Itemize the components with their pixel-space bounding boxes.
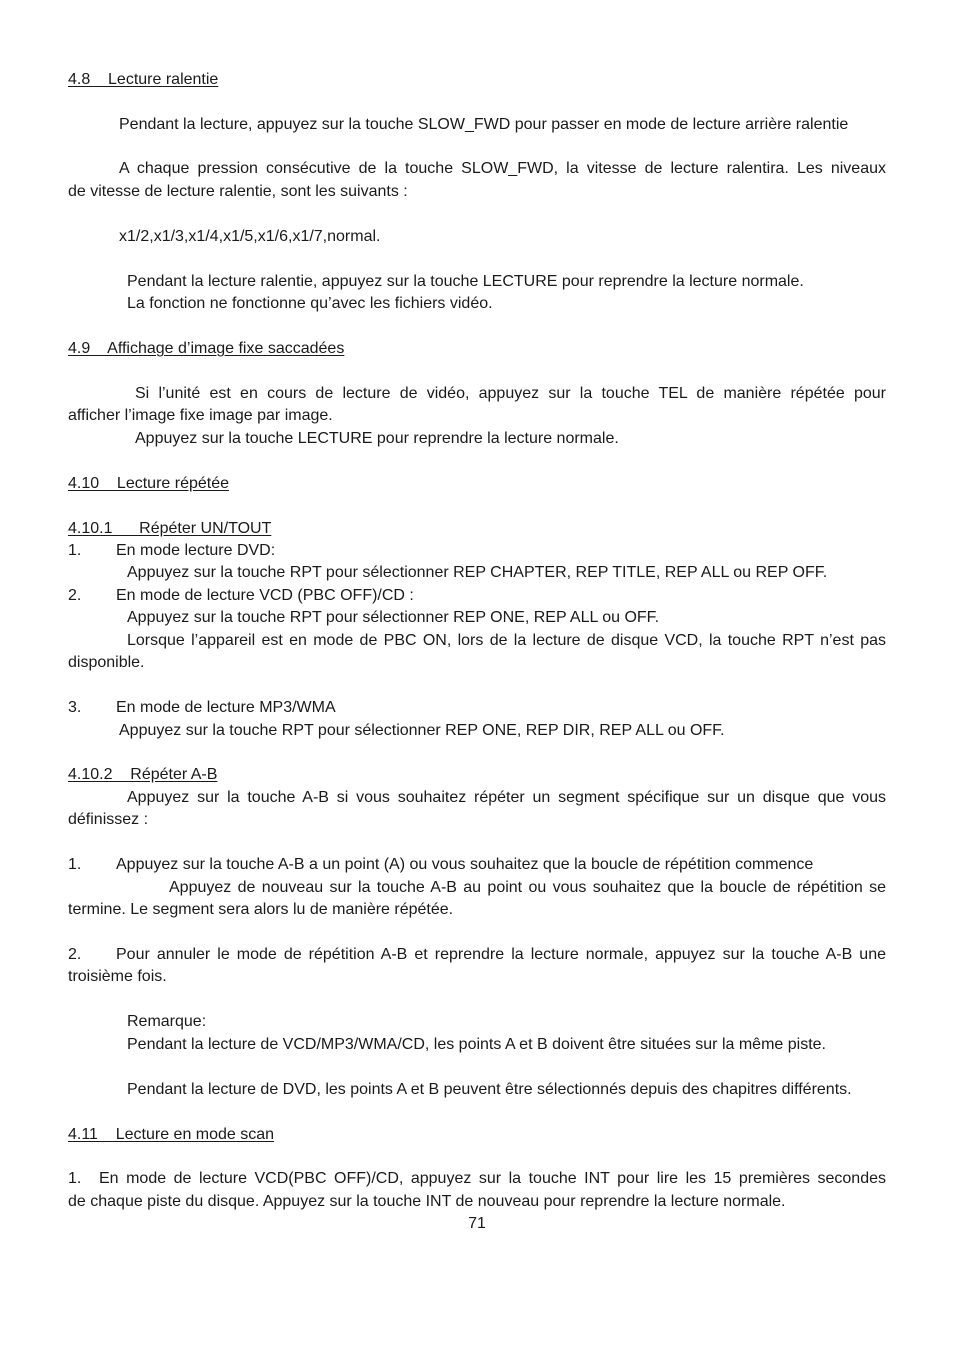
list-item-text-ab-end-line1: Appuyez de nouveau sur la touche A-B au point ou vous souhaitez que la boucle de répétition se	[169, 879, 886, 896]
list-item-text-ab-cancel-line2: troisième fois.	[68, 968, 167, 985]
list-item-text-mp3: Appuyez sur la touche RPT pour sélectionner REP ONE, REP DIR, REP ALL ou OFF.	[119, 722, 725, 739]
paragraph-still-image-line2: afficher l’image fixe image par image.	[68, 407, 333, 424]
list-item-text-dvd: Appuyez sur la touche RPT pour sélectionner REP CHAPTER, REP TITLE, REP ALL ou REP OFF.	[127, 564, 828, 581]
list-item-text-ab-start: Appuyez sur la touche A-B a un point (A) ou vous souhaitez que la boucle de répétition commence	[116, 856, 814, 873]
remark-label: Remarque:	[127, 1013, 207, 1030]
paragraph-ab-intro-line1: Appuyez sur la touche A-B si vous souhaitez répéter un segment spécifique sur un disque que vous	[127, 789, 886, 806]
section-heading-4-8: 4.8 Lecture ralentie	[68, 71, 219, 88]
section-heading-4-9: 4.9 Affichage d’image fixe saccadées	[68, 340, 345, 357]
list-item-note-pbc-line1: Lorsque l’appareil est en mode de PBC ON, lors de la lecture de disque VCD, la touche RPT n’est pas	[127, 632, 886, 649]
remark-text-same-track: Pendant la lecture de VCD/MP3/WMA/CD, les points A et B doivent être situées sur la même piste.	[127, 1036, 826, 1053]
list-item-number: 1.	[68, 1170, 82, 1187]
list-item-title-dvd: En mode lecture DVD:	[116, 542, 276, 559]
paragraph-slow-levels-line1: A chaque pression consécutive de la touche SLOW_FWD, la vitesse de lecture ralentira. Les niveaux	[119, 160, 886, 177]
list-item-number: 1.	[68, 542, 82, 559]
section-heading-4-10: 4.10 Lecture répétée	[68, 475, 229, 492]
list-item-number: 1.	[68, 856, 82, 873]
speed-levels-list: x1/2,x1/3,x1/4,x1/5,x1/6,x1/7,normal.	[119, 228, 381, 245]
paragraph-video-only: La fonction ne fonctionne qu’avec les fichiers vidéo.	[127, 295, 493, 312]
paragraph-resume-normal: Pendant la lecture ralentie, appuyez sur la touche LECTURE pour reprendre la lecture normale.	[127, 273, 804, 290]
list-item-text-scan-line2: de chaque piste du disque. Appuyez sur la touche INT de nouveau pour reprendre la lecture normale.	[68, 1193, 786, 1210]
section-heading-4-10-2: 4.10.2 Répéter A-B	[68, 766, 218, 783]
list-item-number: 2.	[68, 587, 82, 604]
list-item-note-pbc-line2: disponible.	[68, 654, 145, 671]
remark-text-dvd-chapters: Pendant la lecture de DVD, les points A et B peuvent être sélectionnés depuis des chapitres différents.	[127, 1081, 852, 1098]
paragraph-ab-intro-line2: définissez :	[68, 811, 149, 828]
list-item-text-ab-cancel-line1: Pour annuler le mode de répétition A-B et reprendre la lecture normale, appuyez sur la touche A-B une	[116, 946, 886, 963]
list-item-title-mp3: En mode de lecture MP3/WMA	[116, 699, 336, 716]
paragraph-still-image-line1: Si l’unité est en cours de lecture de vidéo, appuyez sur la touche TEL de manière répétée pour	[135, 385, 886, 402]
list-item-text-vcd: Appuyez sur la touche RPT pour sélectionner REP ONE, REP ALL ou OFF.	[127, 609, 660, 626]
list-item-number: 2.	[68, 946, 82, 963]
page-number: 71	[468, 1215, 486, 1232]
list-item-text-ab-end-line2: termine. Le segment sera alors lu de manière répétée.	[68, 901, 454, 918]
list-item-title-vcd: En mode de lecture VCD (PBC OFF)/CD :	[116, 587, 414, 604]
list-item-number: 3.	[68, 699, 82, 716]
paragraph-slow-fwd: Pendant la lecture, appuyez sur la touche SLOW_FWD pour passer en mode de lecture arrière ralentie	[119, 116, 849, 133]
paragraph-slow-levels-line2: de vitesse de lecture ralentie, sont les suivants :	[68, 183, 408, 200]
list-item-text-scan-line1: En mode de lecture VCD(PBC OFF)/CD, appuyez sur la touche INT pour lire les 15 premières secondes	[99, 1170, 886, 1187]
section-heading-4-10-1: 4.10.1 Répéter UN/TOUT	[68, 520, 272, 537]
section-heading-4-11: 4.11 Lecture en mode scan	[68, 1126, 275, 1143]
paragraph-still-resume: Appuyez sur la touche LECTURE pour reprendre la lecture normale.	[135, 430, 619, 447]
